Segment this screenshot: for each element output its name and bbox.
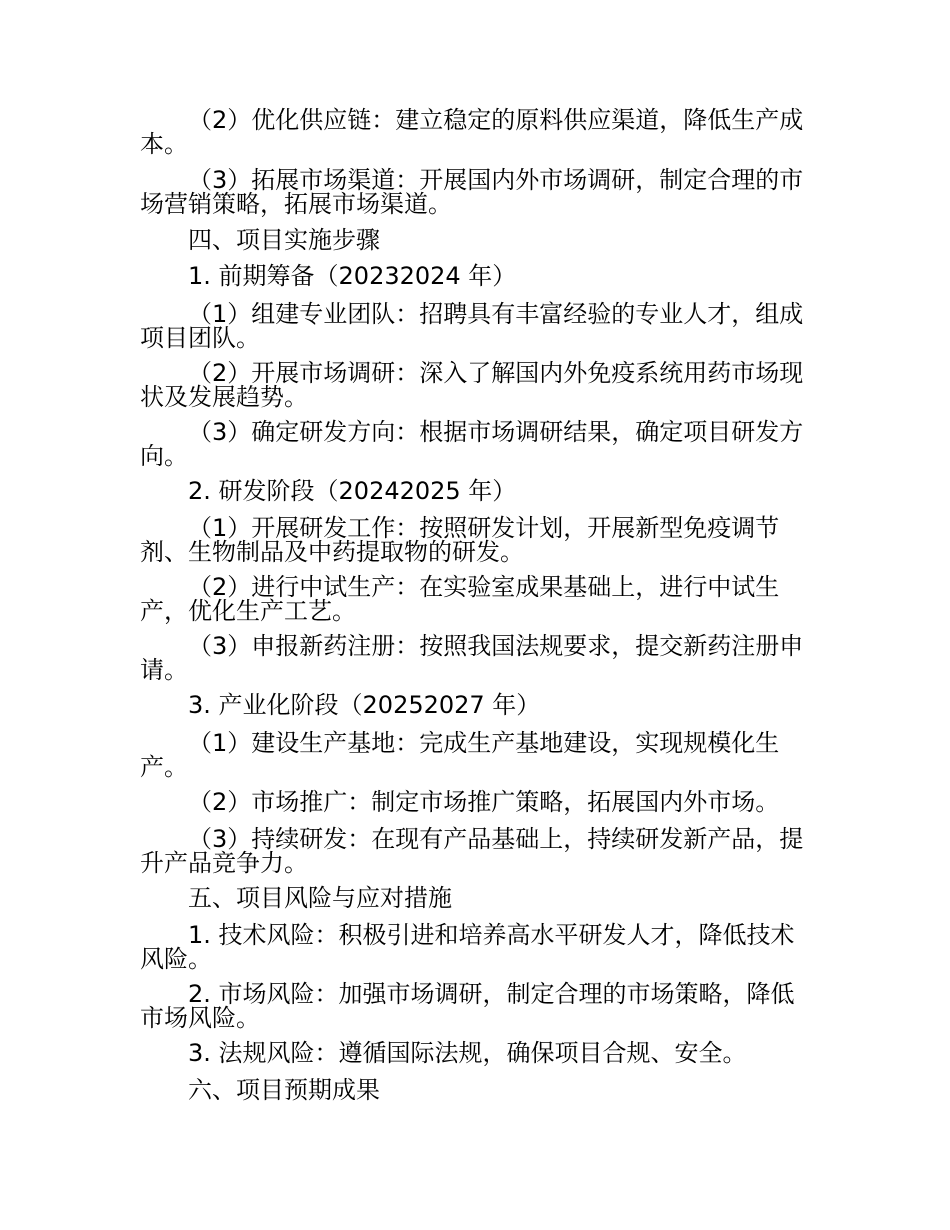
subsection-heading-industrialization: 3. 产业化阶段（20252027 年） [188,691,541,719]
section-heading-expected-results: 六、项目预期成果 [188,1076,380,1104]
paragraph-optimize-supply-chain: （2）优化供应链：建立稳定的原料供应渠道，降低生产成本。 [140,106,804,158]
paragraph-regulatory-risk: 3. 法规风险：遵循国际法规，确保项目合规、安全。 [188,1039,747,1067]
paragraph-drug-registration: （3）申报新药注册：按照我国法规要求，提交新药注册申请。 [140,632,804,684]
subsection-heading-preparation: 1. 前期筹备（20232024 年） [188,262,517,290]
paragraph-market-research: （2）开展市场调研：深入了解国内外免疫系统用药市场现状及发展趋势。 [140,359,804,411]
paragraph-build-team: （1）组建专业团队：招聘具有丰富经验的专业人才，组成项目团队。 [140,300,804,352]
section-heading-implementation-steps: 四、项目实施步骤 [188,226,380,254]
paragraph-continuous-rd: （3）持续研发：在现有产品基础上，持续研发新产品，提升产品竞争力。 [140,825,804,877]
paragraph-technical-risk: 1. 技术风险：积极引进和培养高水平研发人才，降低技术风险。 [140,921,795,973]
paragraph-expand-market-channels: （3）拓展市场渠道：开展国内外市场调研，制定合理的市场营销策略，拓展市场渠道。 [140,166,804,218]
paragraph-market-risk: 2. 市场风险：加强市场调研，制定合理的市场策略，降低市场风险。 [140,980,795,1032]
paragraph-market-promotion: （2）市场推广：制定市场推广策略，拓展国内外市场。 [188,788,780,816]
section-heading-risks: 五、项目风险与应对措施 [188,884,452,912]
paragraph-rd-work: （1）开展研发工作：按照研发计划，开展新型免疫调节剂、生物制品及中药提取物的研发。 [140,514,780,566]
paragraph-production-base: （1）建设生产基地：完成生产基地建设，实现规模化生产。 [140,729,780,781]
paragraph-pilot-production: （2）进行中试生产：在实验室成果基础上，进行中试生产，优化生产工艺。 [140,573,780,625]
subsection-heading-rd-stage: 2. 研发阶段（20242025 年） [188,477,517,505]
paragraph-rd-direction: （3）确定研发方向：根据市场调研结果，确定项目研发方向。 [140,418,804,470]
